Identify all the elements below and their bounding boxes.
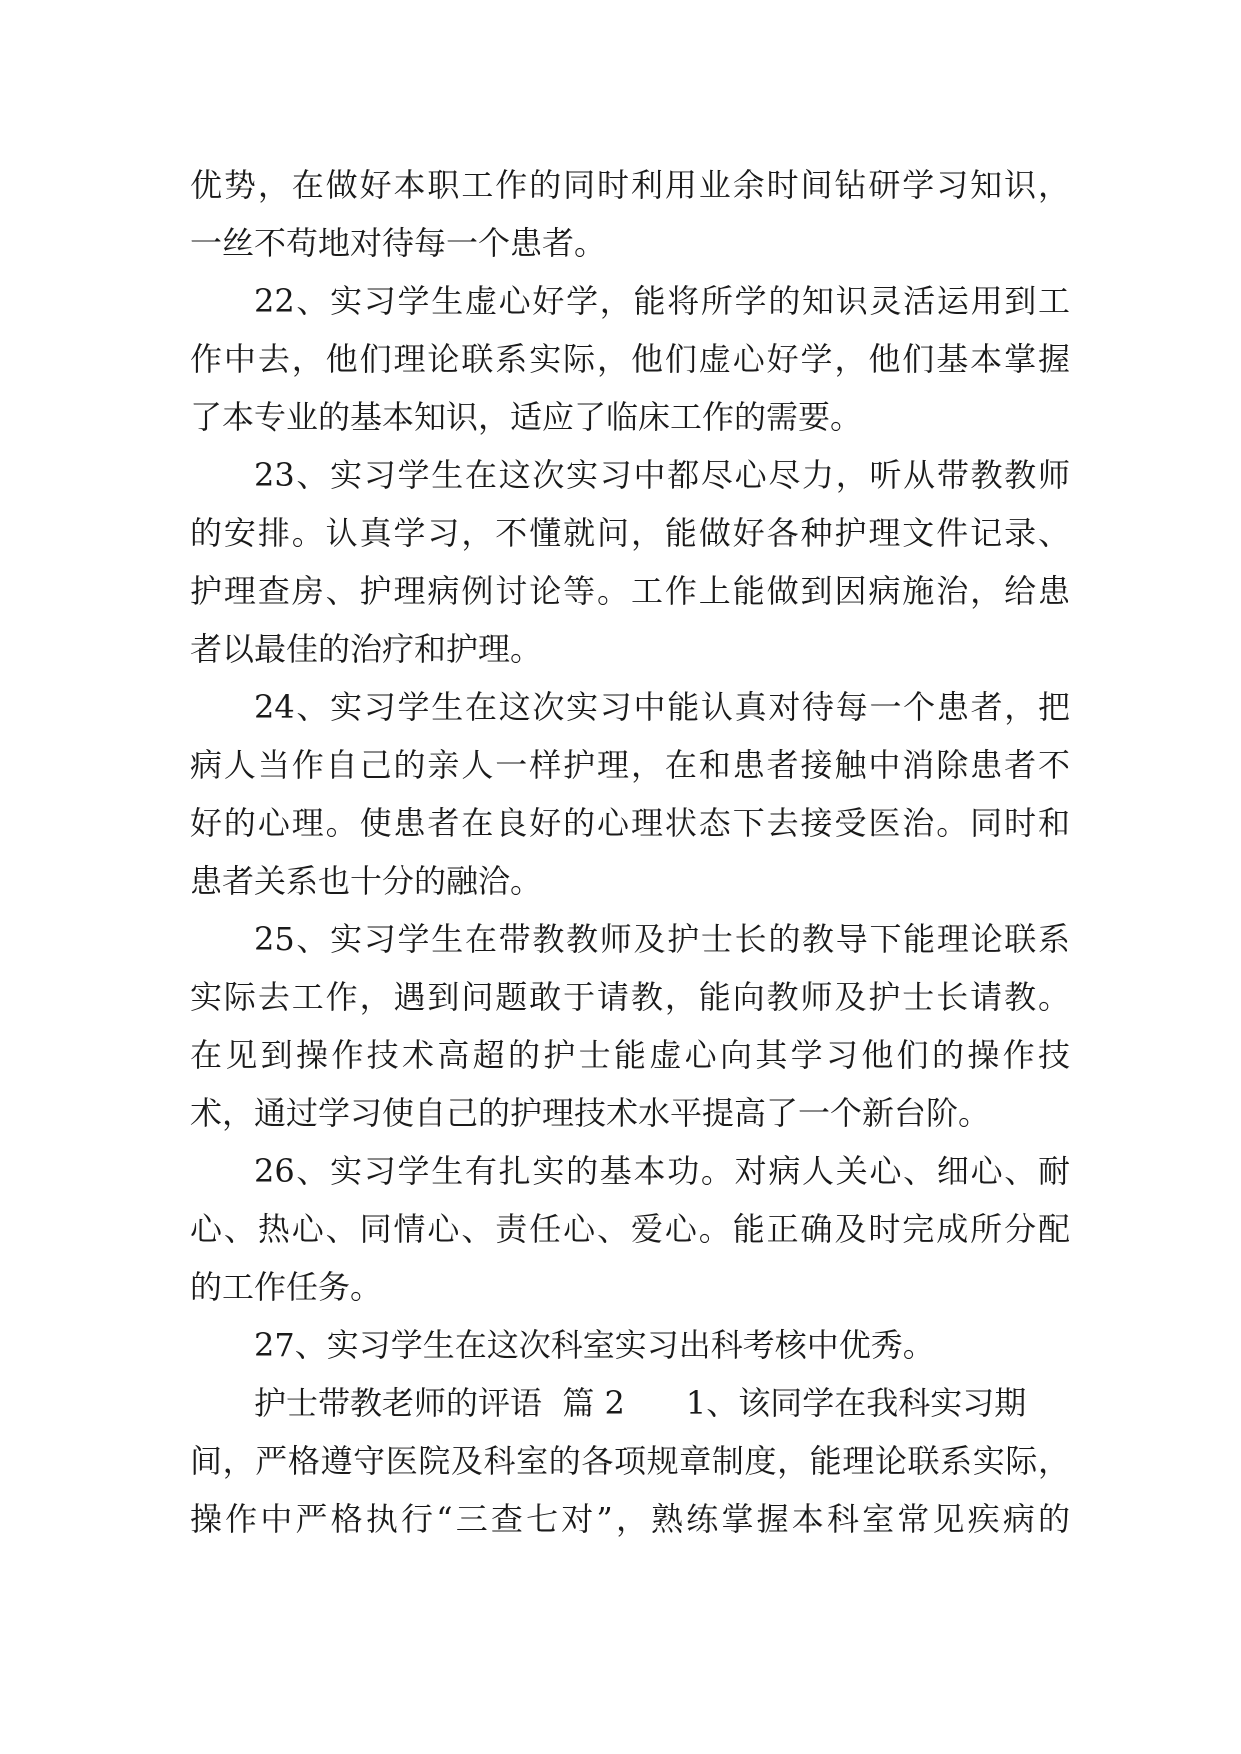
- section-2-line-3: 操作中严格执行“三查七对”，熟练掌握本科室常见疾病的: [190, 1500, 1070, 1538]
- text-line-2: 一丝不苟地对待每一个患者。: [190, 224, 607, 262]
- paragraph-23-line-3: 护理查房、护理病例讨论等。工作上能做到因病施治，给患: [190, 572, 1070, 610]
- paragraph-24-line-2: 病人当作自己的亲人一样护理，在和患者接触中消除患者不: [190, 746, 1070, 784]
- paragraph-23-line-4: 者以最佳的治疗和护理。: [190, 630, 543, 668]
- paragraph-25-line-4: 术，通过学习使自己的护理技术水平提高了一个新台阶。: [190, 1094, 991, 1132]
- paragraph-24-line-4: 患者关系也十分的融洽。: [190, 862, 543, 900]
- section-heading-line: 护士带教老师的评语 篇 2 1、该同学在我科实习期: [254, 1384, 1027, 1422]
- paragraph-24-line-3: 好的心理。使患者在良好的心理状态下去接受医治。同时和: [190, 804, 1070, 842]
- paragraph-26-line-2: 心、热心、同情心、责任心、爱心。能正确及时完成所分配: [190, 1210, 1070, 1248]
- paragraph-23-line-1: 23、实习学生在这次实习中都尽心尽力，听从带教教师: [254, 456, 1070, 494]
- paragraph-25-line-3: 在见到操作技术高超的护士能虚心向其学习他们的操作技: [190, 1036, 1070, 1074]
- paragraph-22-line-1: 22、实习学生虚心好学，能将所学的知识灵活运用到工: [254, 282, 1070, 320]
- paragraph-26-line-3: 的工作任务。: [190, 1268, 383, 1306]
- paragraph-26-line-1: 26、实习学生有扎实的基本功。对病人关心、细心、耐: [254, 1152, 1070, 1190]
- paragraph-27-line-1: 27、实习学生在这次科室实习出科考核中优秀。: [254, 1326, 935, 1364]
- section-2-line-2: 间，严格遵守医院及科室的各项规章制度，能理论联系实际，: [190, 1442, 1070, 1480]
- paragraph-25-line-2: 实际去工作，遇到问题敢于请教，能向教师及护士长请教。: [190, 978, 1070, 1016]
- text-line-1: 优势，在做好本职工作的同时利用业余时间钻研学习知识，: [190, 166, 1070, 204]
- paragraph-25-line-1: 25、实习学生在带教教师及护士长的教导下能理论联系: [254, 920, 1070, 958]
- paragraph-24-line-1: 24、实习学生在这次实习中能认真对待每一个患者，把: [254, 688, 1070, 726]
- paragraph-22-line-2: 作中去，他们理论联系实际，他们虚心好学，他们基本掌握: [190, 340, 1070, 378]
- paragraph-23-line-2: 的安排。认真学习，不懂就问，能做好各种护理文件记录、: [190, 514, 1070, 552]
- paragraph-22-line-3: 了本专业的基本知识，适应了临床工作的需要。: [190, 398, 863, 436]
